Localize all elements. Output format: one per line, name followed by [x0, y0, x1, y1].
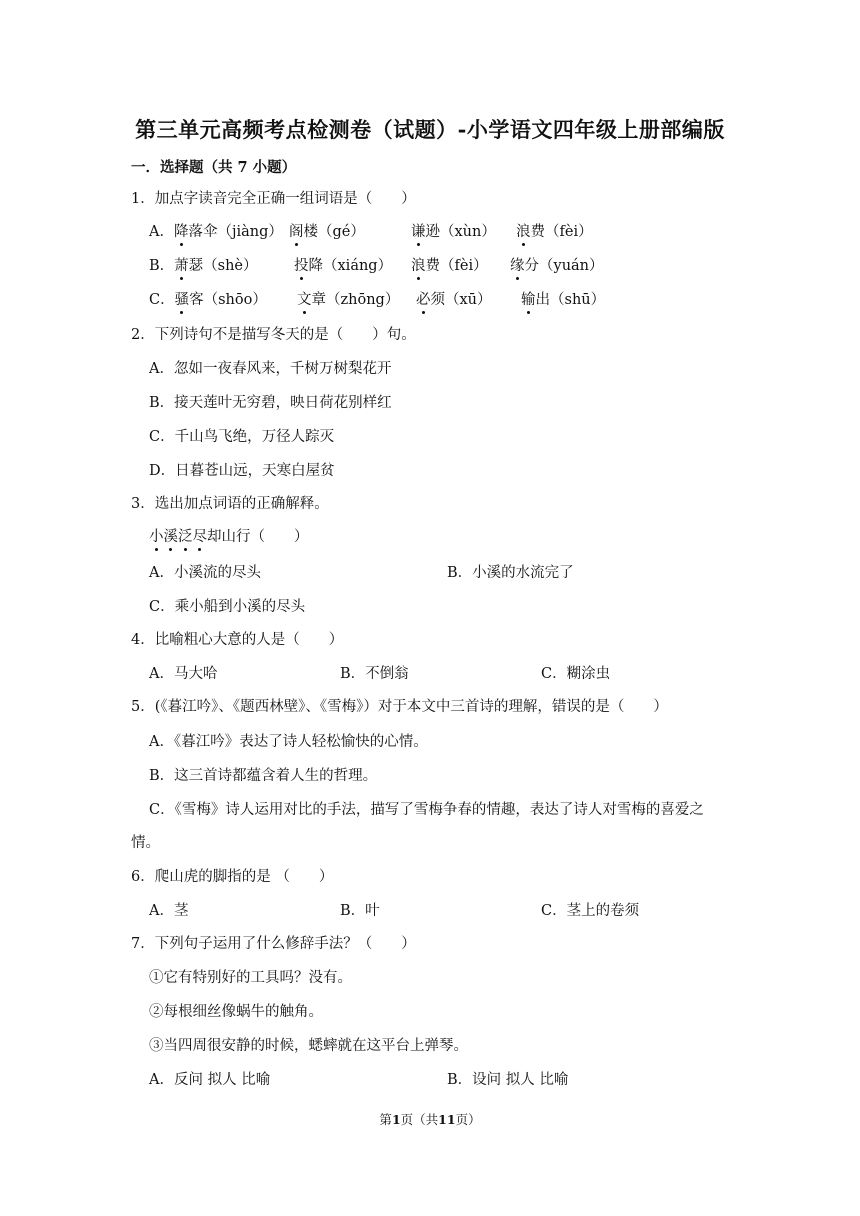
question-3-stem: 3．选出加点词语的正确解释。	[131, 496, 329, 512]
question-1-stem: 1．加点字读音完全正确一组词语是（ ）	[131, 191, 416, 207]
section-heading: 一．选择题（共 7 小题）	[131, 159, 297, 176]
page-number: 1	[391, 1112, 401, 1127]
question-5-option-c-continued: 情。	[131, 835, 160, 851]
dotted-phrase: 小溪泛尽	[149, 529, 207, 545]
question-5-option-c: C．《雪梅》诗人运用对比的手法，描写了雪梅争春的情趣，表达了诗人对雪梅的喜爱之	[149, 802, 704, 818]
question-4-option-c: C．糊涂虫	[541, 666, 611, 682]
question-7-option-b: B．设问 拟人 比喻	[447, 1072, 569, 1088]
page-footer: 第1页（共11页）	[379, 1112, 481, 1127]
question-6-option-a: A．茎	[149, 903, 189, 919]
question-2-option-d: D．日暮苍山远，天寒白屋贫	[149, 463, 335, 479]
question-7-sentence-2: ②每根细丝像蜗牛的触角。	[149, 1004, 323, 1020]
question-2-option-a: A．忽如一夜春风来，千树万树梨花开	[149, 361, 392, 377]
question-3-option-a: A．小溪流的尽头	[149, 565, 261, 581]
question-7-option-a: A．反问 拟人 比喻	[149, 1072, 271, 1088]
document-title: 第三单元高频考点检测卷（试题）-小学语文四年级上册部编版	[135, 117, 725, 142]
question-1-option-a: A．降落伞（jiàng） 阁楼（gé） 谦逊（xùn） 浪费（fèi）	[149, 224, 593, 240]
total-pages: 11	[438, 1112, 456, 1127]
question-4-stem: 4．比喻粗心大意的人是（ ）	[131, 632, 344, 648]
question-7-stem: 7．下列句子运用了什么修辞手法？（ ）	[131, 936, 416, 952]
question-6-stem: 6．爬山虎的脚指的是 （ ）	[131, 869, 334, 885]
question-4-option-b: B．不倒翁	[340, 666, 409, 682]
question-6-option-c: C．茎上的卷须	[541, 903, 640, 919]
question-7-sentence-1: ①它有特别好的工具吗？没有。	[149, 970, 352, 986]
question-1-option-b: B．萧瑟（shè） 投降（xiáng） 浪费（fèi） 缘分（yuán）	[149, 258, 604, 274]
question-4-option-a: A．马大哈	[149, 666, 218, 682]
question-6-option-b: B．叶	[340, 903, 380, 919]
question-2-option-b: B．接天莲叶无穷碧，映日荷花别样红	[149, 395, 392, 411]
question-5-option-b: B．这三首诗都蕴含着人生的哲理。	[149, 768, 378, 784]
question-2-stem: 2．下列诗句不是描写冬天的是（ ）句。	[131, 327, 416, 343]
question-5-option-a: A．《暮江吟》表达了诗人轻松愉快的心情。	[149, 734, 428, 750]
question-3-option-b: B．小溪的水流完了	[447, 565, 574, 581]
question-5-stem: 5．(《暮江吟》、《题西林壁》、《雪梅》）对于本文中三首诗的理解，错误的是（ ）	[131, 699, 668, 715]
question-1-option-c: C．骚客（shōo） 文章（zhōng） 必须（xū） 输出（shū）	[149, 292, 606, 308]
question-3-sentence: 小溪泛尽却山行（ ）	[149, 529, 309, 545]
question-2-option-c: C．千山鸟飞绝，万径人踪灭	[149, 429, 335, 445]
question-7-sentence-3: ③当四周很安静的时候，蟋蟀就在这平台上弹琴。	[149, 1038, 468, 1054]
question-3-option-c: C．乘小船到小溪的尽头	[149, 599, 306, 615]
